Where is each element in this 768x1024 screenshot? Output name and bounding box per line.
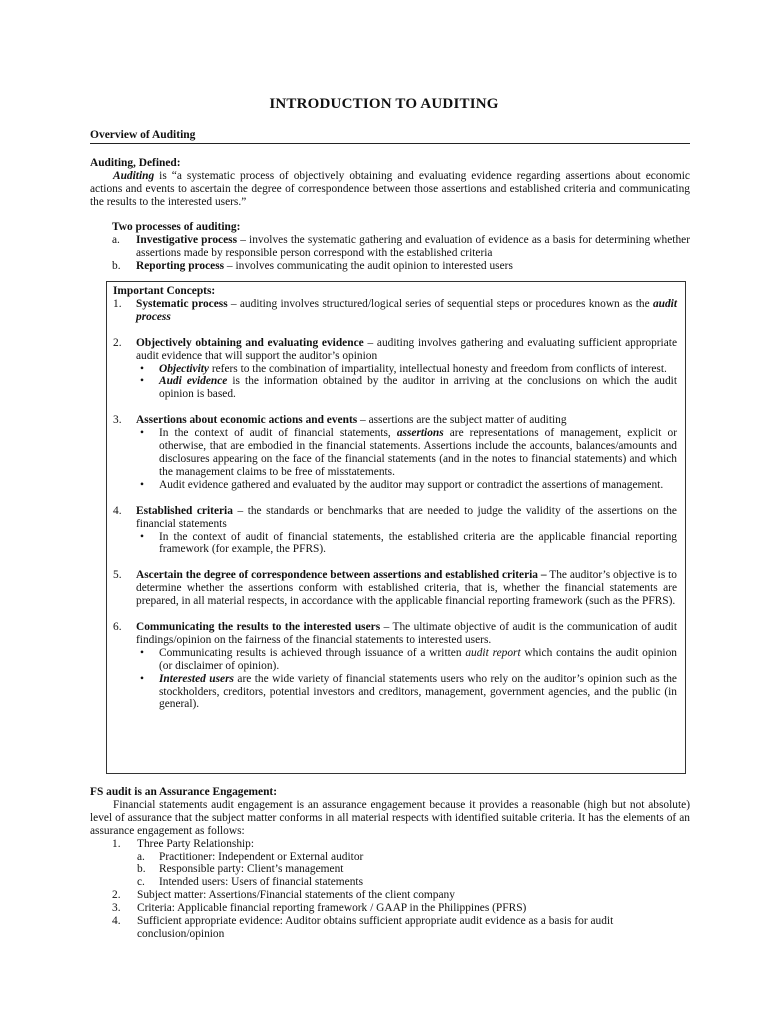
bullet-term: assertions [396,427,444,440]
list-marker: 1. [112,837,121,850]
concept-text: The auditor’s objective is to determine whether the assertions conform with established criteria, that is, whether the financial statements are prepared, in all material respects, in accordance with the applicable financial reporting framework (such as the PFRS). [136,569,677,608]
bullet-text: is the information obtained by the auditor in arriving at the conclusions on which the audit opinion is based. [159,375,677,401]
concepts-heading: Important Concepts: [113,285,216,297]
concept-emphasis: audit process [136,297,678,323]
concept-text: – auditing involves structured/logical series of sequential steps or procedures known as the [227,297,653,310]
bullet-term: Audi evidence [159,375,228,388]
list-text: Three Party Relationship: [137,837,255,850]
list-item [112,915,690,941]
list-marker: b. [112,259,121,272]
list-marker: a. [137,850,145,863]
defined-text: is “a systematic process of objectively obtaining and evaluating evidence regarding assertions about economic actions and events to ascertain the degree of correspondence between those assertions and established criteria and communicating the results to the interested users.” [90,169,690,208]
process-text: – involves the systematic gathering and evaluation of evidence as a basis for determining whether assertions made by responsible person correspond with the established criteria [136,233,690,259]
concept-item [113,621,677,711]
bullet-marker: • [140,427,144,440]
fs-audit-section [90,786,690,941]
concept-marker: 2. [113,336,122,349]
bullet-term: Objectivity [159,362,209,375]
process-name: Reporting process [136,259,225,272]
processes-list [112,234,690,273]
page-title: INTRODUCTION TO AUDITING [269,96,499,112]
concept-title: Objectively obtaining and evaluating evidence [136,336,364,349]
list-marker: a. [112,233,120,246]
concept-item [113,505,677,557]
concept-title: Systematic process [136,297,228,310]
fs-heading: FS audit is an Assurance Engagement: [90,786,278,798]
concept-text: – auditing involves gathering and evaluating sufficient appropriate audit evidence that will support the auditor’s opinion [136,336,677,362]
bullet-text: In the context of audit of financial statements, the established criteria are the applicable financial reporting framework (for example, the PFRS). [159,530,677,556]
bullet-item [136,531,677,557]
list-item [137,851,690,864]
auditing-defined-section [90,157,690,209]
list-marker: c. [137,876,145,889]
concept-item [113,414,677,491]
process-text: – involves communicating the audit opinion to interested users [224,259,513,272]
list-text: Intended users: Users of financial statements [159,876,364,889]
concept-title: Assertions about economic actions and events [136,414,358,427]
list-marker: 3. [112,902,121,915]
bullet-item [136,479,677,492]
list-item [112,838,690,851]
bullet-marker: • [140,375,144,388]
list-item [137,863,690,876]
concept-marker: 1. [113,297,122,310]
list-text: Practitioner: Independent or External auditor [159,850,364,863]
concept-title: Communicating the results to the interested users [136,621,381,634]
list-text: Responsible party: Client’s management [159,863,344,876]
list-item [112,902,690,915]
concept-item [113,337,677,402]
heading-rule [90,143,690,144]
list-marker: b. [137,863,146,876]
processes-heading: Two processes of auditing: [112,221,241,233]
section-heading-overview: Overview of Auditing [90,129,196,141]
bullet-text: Communicating results is achieved through issuance of a written [159,646,466,659]
process-name: Investigative process [136,233,238,246]
bullet-item [136,363,677,376]
fs-paragraph: Financial statements audit engagement is an assurance engagement because it provides a reasonable (high but not absolute) level of assurance that the subject matter conforms in all material respects with identified suitable criteria. It has the elements of an assurance engagement as follows: [90,798,690,837]
bullet-text: which contains the audit opinion (or disclaimer of opinion). [159,646,677,672]
concept-marker: 3. [113,414,122,427]
list-text: Subject matter: Assertions/Financial statements of the client company [137,889,455,902]
concept-title: Ascertain the degree of correspondence between assertions and established criteria – [136,569,547,582]
list-marker: 2. [112,889,121,902]
bullet-marker: • [140,646,144,659]
bullet-text: are representations of management, explicit or otherwise, that are embodied in the financial statements. Assertions include the accounts, balances/amounts and disclosures appearing on the face of the financial statements (and in the notes to financial statements) and which the management claims to be free of misstatements. [159,427,677,478]
list-item [137,876,690,889]
important-concepts-box [106,281,686,774]
concept-text: – assertions are the subject matter of auditing [357,414,567,427]
list-item [112,260,690,273]
bullet-item [136,375,677,401]
list-text: Sufficient appropriate evidence: Auditor obtains sufficient appropriate audit evidence as a basis for audit conclusion/opinion [137,915,614,940]
concept-marker: 4. [113,504,122,517]
list-item [112,889,690,902]
concept-marker: 5. [113,569,122,582]
bullet-item [136,427,677,479]
bullet-marker: • [140,672,144,685]
list-marker: 4. [112,915,121,928]
bullet-term: Interested users [159,672,234,685]
concept-text: – the standards or benchmarks that are needed to judge the validity of the assertions on the financial statements [136,504,677,530]
defined-paragraph [90,170,690,209]
defined-heading: Auditing, Defined: [90,157,181,169]
concept-title: Established criteria [136,504,233,517]
concept-text: – The ultimate objective of audit is the communication of audit findings/opinion on the fairness of the financial statements to interested users. [136,621,677,646]
concept-marker: 6. [113,621,122,634]
bullet-item [136,673,677,712]
concept-item [113,569,677,608]
defined-term: Auditing [113,169,155,182]
bullet-marker: • [140,362,144,375]
bullet-text: are the wide variety of financial statements users who rely on the auditor’s opinion such as the stockholders, creditors, potential investors and creditors, management, government agencies, and the public (in general). [159,672,677,711]
bullet-marker: • [140,478,144,491]
bullet-marker: • [140,530,144,543]
bullet-text: In the context of audit of financial statements, [159,427,397,440]
bullet-emphasis: audit report [465,646,521,659]
list-text: Criteria: Applicable financial reporting framework / GAAP in the Philippines (PFRS) [137,902,527,915]
concept-item [113,298,677,324]
bullet-text: Audit evidence gathered and evaluated by the auditor may support or contradict the assertions of management. [159,478,664,491]
list-item [112,234,690,260]
processes-section [90,221,690,273]
bullet-item [136,647,677,673]
bullet-text: refers to the combination of impartiality, intellectual honesty and freedom from conflicts of interest. [208,362,667,375]
